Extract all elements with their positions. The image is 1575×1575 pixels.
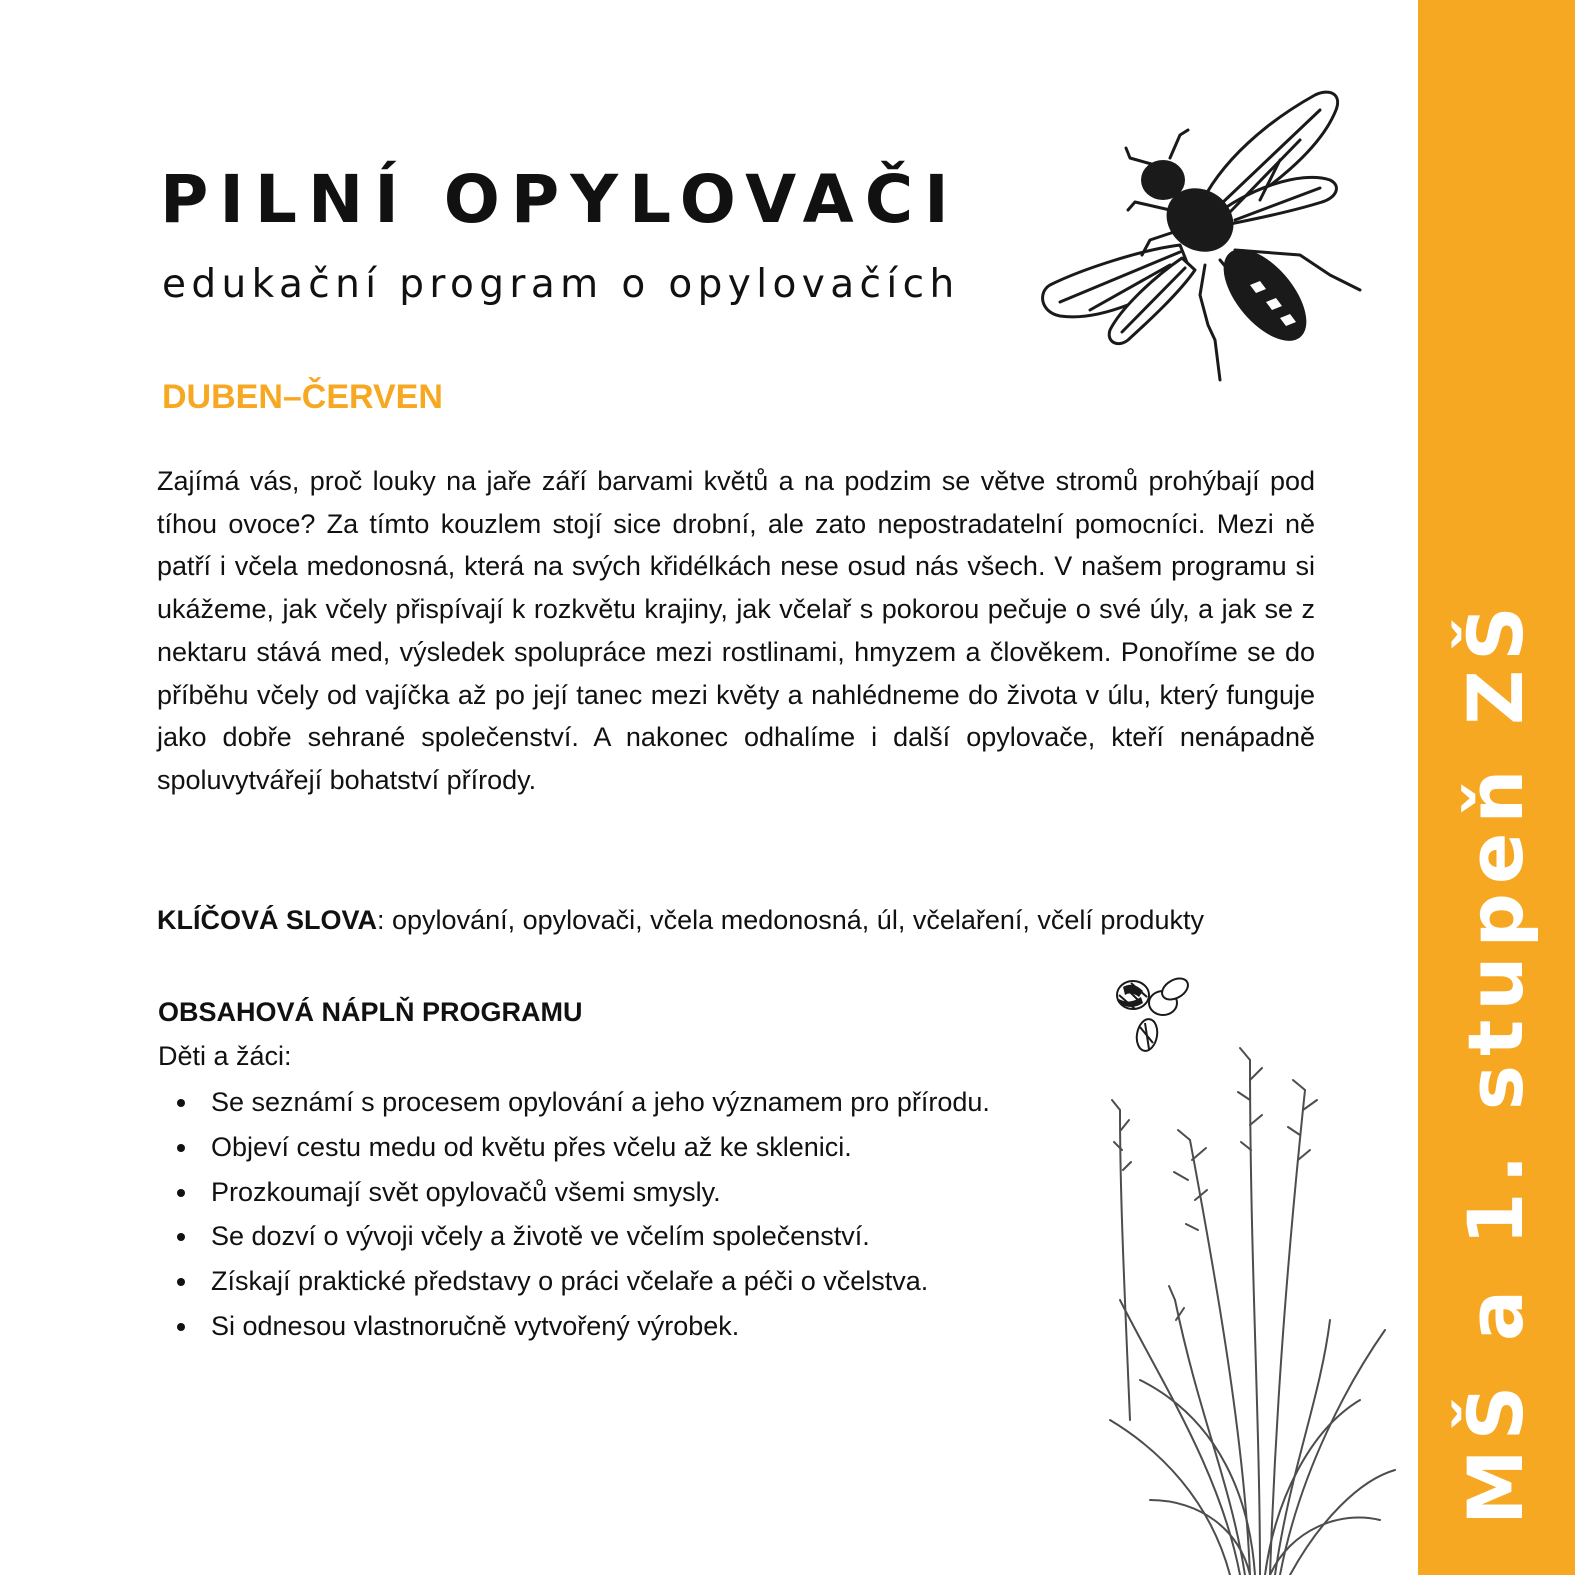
list-item-text: Se dozví o vývoji včely a životě ve včelím společenství. — [211, 1221, 870, 1252]
keywords-text: : opylování, opylovači, včela medonosná, úl, včelaření, včelí produkty — [377, 905, 1204, 935]
keywords-label: KLÍČOVÁ SLOVA — [157, 905, 378, 935]
list-item — [175, 1170, 990, 1215]
goals-list — [175, 1080, 990, 1349]
content-heading: OBSAHOVÁ NÁPLŇ PROGRAMU — [158, 997, 583, 1027]
target-audience-label: MŠ a 1. stupeň ZŠ — [1451, 597, 1540, 1525]
list-item — [175, 1304, 990, 1349]
list-item-text: Objeví cestu medu od květu přes včelu až ke sklenici. — [211, 1131, 852, 1162]
list-item-text: Se seznámí s procesem opylování a jeho významem pro přírodu. — [211, 1087, 990, 1117]
bumblebee-icon — [1105, 965, 1200, 1060]
bullet-icon — [177, 1099, 185, 1107]
keywords-line — [157, 898, 1357, 942]
season-label: DUBEN–ČERVEN — [162, 378, 443, 416]
bee-icon — [1030, 80, 1410, 400]
audience-label: Děti a žáci: — [158, 1041, 292, 1071]
bullet-icon — [177, 1323, 185, 1331]
page-title: PILNÍ OPYLOVAČI — [160, 161, 960, 238]
list-item — [175, 1214, 990, 1259]
list-item-text: Si odnesou vlastnoručně vytvořený výrobek. — [211, 1310, 740, 1341]
page-subtitle: edukační program o opylovačích — [162, 262, 960, 307]
list-item — [175, 1125, 990, 1170]
bullet-icon — [177, 1278, 185, 1286]
list-item-text: Získají praktické představy o práci včelaře a péči o včelstva. — [211, 1266, 929, 1297]
list-item-text: Prozkoumají svět opylovačů všemi smysly. — [211, 1176, 721, 1207]
bullet-icon — [177, 1144, 185, 1152]
list-item — [175, 1080, 990, 1125]
intro-paragraph: Zajímá vás, proč louky na jaře září barvami květů a na podzim se větve stromů prohýbají pod tíhou ovoce? Za tímto kouzlem stojí sice drobní, ale zato nepostradatelní pomocníci. Mezi ně patří i včela medonosná, která na svých křidélkách nese osud nás všech. V našem programu si ukážeme, jak včely přispívají k rozkvětu krajiny, jak včelař s pokorou pečuje o své úly, a jak se z nektaru stává med, výsledek spolupráce mezi rostlinami, hmyzem a člověkem. Ponoříme se do příběhu včely od vajíčka až po její tanec mezi květy a nahlédneme do života v úlu, který funguje jako dobře sehrané společenství. A nakonec odhalíme i další opylovače, kteří nenápadně spoluvytvářejí bohatství přírody. — [157, 466, 1315, 795]
bullet-icon — [177, 1233, 185, 1241]
list-item — [175, 1259, 990, 1304]
bullet-icon — [177, 1189, 185, 1197]
grass-icon — [1100, 1000, 1400, 1575]
